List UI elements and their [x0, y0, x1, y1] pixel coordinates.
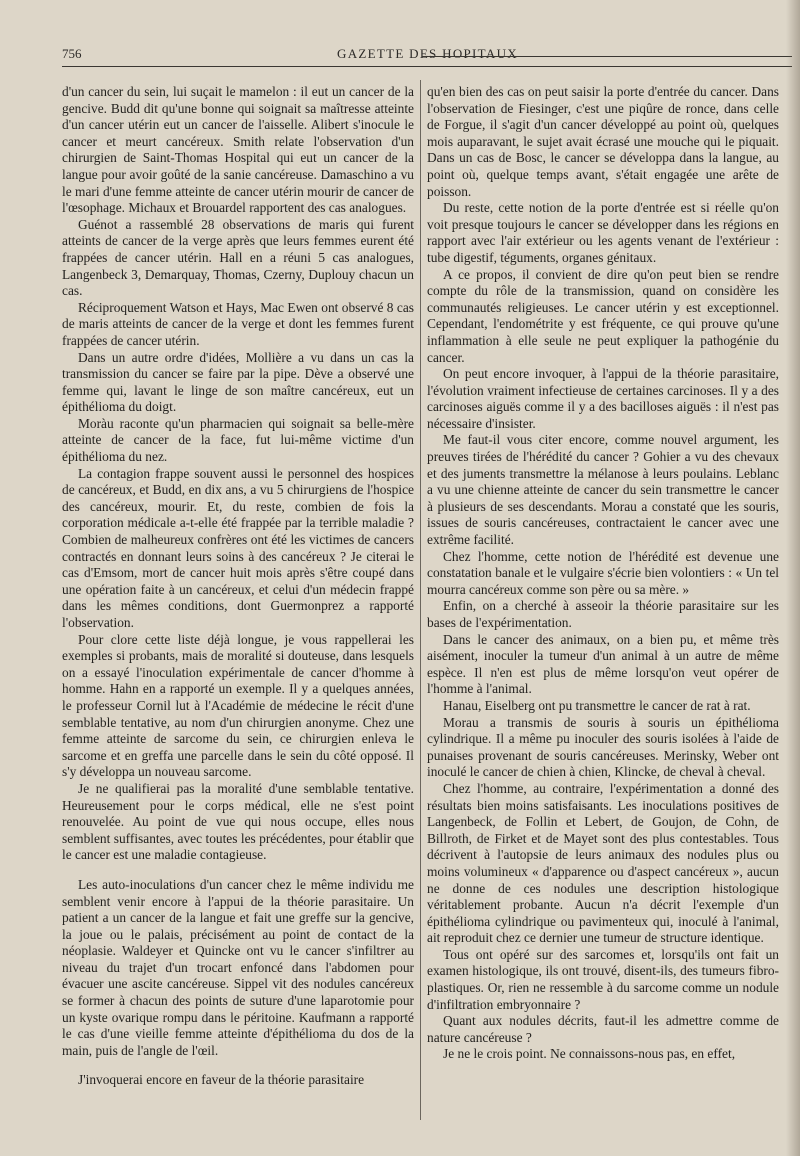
paragraph: On peut encore invoquer, à l'appui de la théorie parasitaire, l'évolution vraiment infectieuse de certaines carcinoses. Il y a des carcinoses aiguës comme il y a des bacilloses aiguës : il n'est pas nécessaire d'insister.	[427, 366, 779, 431]
paragraph: La contagion frappe souvent aussi le personnel des hospices de cancéreux, et Budd, en dix ans, a vu 5 chirurgiens de l'hospice des cancéreux, mourir. Et, du reste, combien de fois la corporation médicale a-t-elle été frappée par la terrible maladie ? Combien de malheureux confrères ont été les victimes de cancers contractés en donnant leurs soins à des cancéreux ? Je citerai le cas d'Emsom, mort de cancer huit mois après s'être coupé dans une opération faite à un cancéreux, et celui d'un médecin frappé dans les mêmes conditions, dont Guermonprez a rapporté l'observation.	[62, 465, 414, 630]
paragraph: Morau a transmis de souris à souris un épithélioma cylindrique. Il a même pu inoculer des souris isolées à l'aide de punaises provenant de souris cancéreuses. Merinsky, Weber ont inoculé le cancer de chien à chien, Klincke, de cheval à cheval.	[427, 714, 779, 780]
paragraph: qu'en bien des cas on peut saisir la porte d'entrée du cancer. Dans l'observation de Fiesinger, c'est une piqûre de ronce, dans celle de Forgue, il s'agit d'un cancer développé au point où, quelques mois auparavant, le sujet avait écrasé une mouche qui le piquait. Dans un cas de Bosc, le cancer se développa dans la langue, au point où, quelque temps avant, s'était engagée une arête de poisson.	[427, 84, 779, 199]
page-number: 756	[62, 46, 82, 61]
running-title: GAZETTE DES HOPITAUX	[337, 46, 518, 61]
paragraph: Quant aux nodules décrits, faut-il les admettre comme de nature cancéreuse ?	[427, 1013, 779, 1045]
paragraph: Dans le cancer des animaux, on a bien pu, et même très aisément, inoculer la tumeur d'un animal à un autre de même espèce. Il n'en est plus de même lorsqu'on veut opérer de l'homme à l'animal.	[427, 631, 779, 697]
left-column	[62, 84, 414, 1089]
paragraph: Me faut-il vous citer encore, comme nouvel argument, les preuves tirées de l'hérédité du cancer ? Gohier a vu des chevaux et des juments transmettre la mélanose à leurs poulains. Leblanc a vu une chienne atteinte de cancer du sein transmettre le cancer à plusieurs de ses descendants. Morau a constaté que les souris, issues de souris cancéreuses, contractaient le cancer avec une extrême facilité.	[427, 432, 779, 548]
paragraph: Dans un autre ordre d'idées, Mollière a vu dans un cas la transmission du cancer se faire par la pipe. Dève a observé une femme qui, lavant le linge de son maître cancéreux, eut un épithélioma du doigt.	[62, 349, 414, 415]
page-header	[62, 44, 792, 68]
paragraph: Chez l'homme, au contraire, l'expérimentation a donné des résultats bien moins satisfaisants. Les inoculations positives de Langenbeck, de Follin et Lebert, de Goujon, de Cohn, de Billroth, de Firket et de Mayet sont des plus contestables. Tous décrivent à l'autopsie de leurs animaux des nodules plus ou moins volumineux « d'apparence ou d'aspect cancéreux », aucun ne donne de ces nodules une description histologique véritablement probante. Aucun n'a décrit l'exemple d'un épithélioma cylindrique ou pavimenteux qui, inoculé à l'animal, ait reproduit chez ce dernier une tumeur de structure identique.	[427, 780, 779, 946]
header-rule	[62, 66, 792, 67]
paragraph: Du reste, cette notion de la porte d'entrée est si réelle qu'on voit presque toujours le cancer se développer dans les régions en rapport avec l'air extérieur ou les agents venant de l'extérieur : tube digestif, téguments, organes génitaux.	[427, 200, 779, 265]
paragraph: Je ne le crois point. Ne connaissons-nous pas, en effet,	[443, 1046, 736, 1062]
paragraph: Hanau, Eiselberg ont pu transmettre le cancer de rat à rat.	[443, 697, 751, 713]
paragraph: A ce propos, il convient de dire qu'on peut bien se rendre compte du rôle de la transmission, quand on considère les communautés religieuses. Le cancer utérin y est exceptionnel. Cependant, l'endométrite y est fréquente, ce qui prouve qu'une inflammation à elle seule ne peut expliquer la pathogénie du cancer.	[427, 266, 779, 365]
column-divider	[420, 80, 421, 1120]
paragraph: d'un cancer du sein, lui suçait le mamelon : il eut un cancer de la gencive. Budd dit qu'une bonne qui soignait sa maîtresse atteinte d'un cancer utérin eut un cancer de l'aisselle. Alibert s'inocule le cancer et meurt cancéreux. Smith relate l'observation d'un chirurgien de Saint-Thomas Hospital qui eut un cancer de la langue pour avoir goûté de la sanie cancéreuse. Damaschino a vu le mari d'une femme atteinte de cancer utérin mourir de cancer de l'œsophage. Michaux et Brouardel rapportent des cas analogues.	[62, 84, 414, 216]
paragraph: Je ne qualifierai pas la moralité d'une semblable tentative. Heureusement pour le corps médical, elle ne s'est point renouvelée. Au point de vue qui nous occupe, elles nous semblent suffisantes, avec toutes les précédentes, pour établir que le cancer est une maladie contagieuse.	[62, 780, 414, 863]
paragraph: Chez l'homme, cette notion de l'hérédité est devenue une constatation banale et le vulgaire s'écrie bien volontiers : « Un tel mourra cancéreux comme son père ou sa mère. »	[427, 548, 779, 597]
paragraph: Guénot a rassemblé 28 observations de maris qui furent atteints de cancer de la verge après que leurs femmes eurent été frappées de cancer utérin. Hall en a réuni 5 cas analogues, Langenbeck 3, Demarquay, Thomas, Czerny, Duplouy chacun un cas.	[62, 216, 414, 299]
paragraph: Enfin, on a cherché à asseoir la théorie parasitaire sur les bases de l'expérimentation.	[427, 598, 779, 630]
header-rule-upper	[422, 56, 792, 57]
paragraph: Réciproquement Watson et Hays, Mac Ewen ont observé 8 cas de maris atteints de cancer de la verge et dont les femmes furent frappées de cancer utérin.	[62, 299, 414, 348]
paragraph: Pour clore cette liste déjà longue, je vous rappellerai les exemples si probants, mais de moralité si douteuse, dans lesquels on a essayé l'inoculation expérimentale de cancer d'homme à homme. Hahn en a rapporté un exemple. Il y a quelques années, le professeur Cornil lut à l'Académie de médecine le récit d'une semblable tentative, au nom d'un chirurgien anonyme. Chez une femme atteinte de sarcome du sein, ce chirurgien enleva le sarcome et en greffa une parcelle dans le sein du côté opposé. Il s'y développa un nouveau sarcome.	[62, 631, 414, 780]
paragraph: J'invoquerai encore en faveur de la théorie parasitaire	[78, 1072, 365, 1088]
paragraph: Tous ont opéré sur des sarcomes et, lorsqu'ils ont fait un examen histologique, ils ont trouvé, disent-ils, des tumeurs fibro-plastiques. Or, rien ne ressemble à du sarcome comme un nodule d'infiltration embryonnaire ?	[427, 946, 779, 1012]
right-column	[427, 84, 779, 1063]
paragraph: Les auto-inoculations d'un cancer chez le même individu me semblent venir encore à l'appui de la théorie parasitaire. Un patient a un cancer de la langue et fait une greffe sur la gencive, la joue ou le palais, précisément au point de contact de la néoplasie. Waldeyer et Quincke ont vu le cancer s'infiltrer au niveau du trajet d'un trocart enfoncé dans l'abdomen pour évacuer une ascite cancéreuse. Sippel vit des nodules cancéreux se former à chacun des points de suture d'une laparotomie pour un kyste ovarique rompu dans le péritoine. Kaufmann a rapporté le cas d'une vieille femme atteinte d'épithélioma du dos de la main, puis de l'angle de l'œil.	[62, 876, 414, 1058]
paragraph: Moràu raconte qu'un pharmacien qui soignait sa belle-mère atteinte de cancer de la face, fut lui-même victime d'un épithélioma du nez.	[62, 415, 414, 465]
